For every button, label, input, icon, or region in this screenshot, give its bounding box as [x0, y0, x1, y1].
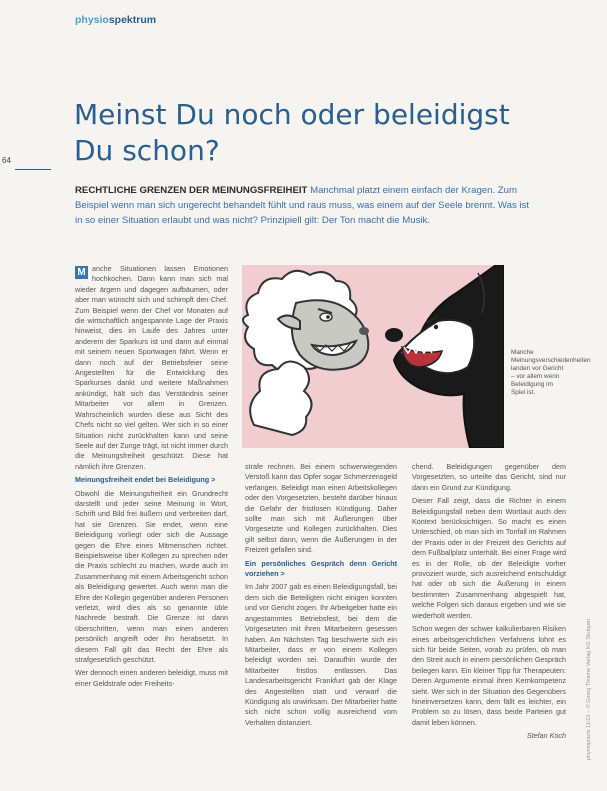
- page-number: 64: [2, 156, 11, 165]
- col2-subheading: Ein persönliches Gespräch denn Gericht vorziehen >: [245, 558, 397, 579]
- col2-paragraph-1: strafe rechnen. Bei einem schwerwiegenden Verstoß kann das Opfer sogar Schmerzensgeld verlangen. Beleidigt man einen Arbeitskollegen oder den Vorgesetzten, besteht darüber hinaus die Gefahr der fristlosen Kündigung. Daher sollte man sich mit Äußerungen über Vorgesetzte und Kollegen zurückhalten. Dies gilt selbst dann, wenn die Äußerungen in der Freizeit gefallen sind.: [245, 462, 397, 555]
- lead-kicker: RECHTLICHE GRENZEN DER MEINUNGSFREIHEIT: [75, 185, 308, 196]
- col1-paragraph-2: Obwohl die Meinungsfreiheit ein Grundrecht darstellt und jeder seine Meinung in Wort, Schrift und Bild frei äußern und verbreiten darf, hat sie Grenzen. Sie endet, wenn eine Beleidigung vorliegt oder sich die Aussage gegen die Ehre eines Mitmenschen richtet. Beispielsweise über Kollegen zu sprechen oder die Praxis schlecht zu machen, wurde auch im Zusammenhang mit einem Arbeitsgericht schon als Beleidigung gewertet. Auch wenn man die Ehre der Kollegin gegenüber anderen Personen verletzt, wird dies als so genannte üble Nachrede bestraft. Die Grenze ist dann überschritten, wenn man einen anderen persönlich angreift oder ihn herabsetzt. In diesem Fall gilt das Recht der Ehre als strafgesetzlich geschützt.: [75, 488, 228, 665]
- drop-cap: M: [75, 266, 88, 279]
- sheep-vs-dog-illustration: [242, 265, 504, 448]
- section-header: [75, 14, 156, 26]
- vertical-imprint: [586, 560, 596, 760]
- col2-paragraph-2: Im Jahr 2007 gab es einen Beleidigungsfall, bei dem sich die Beteiligten nicht einigen konnten und vor Gericht zogen. Ihr Arbeitgeber hatte ein angestammtes Betriebsfest, bei dem die Vorgesetzten mit ihren Mitarbeitern gesessen haben. Am Nächsten Tag beschwerte sich ein Mitarbeiter, dass er von einem Kollegen beleidigt worden sei. Daraufhin wurde der Mitarbeiter fristlos entlassen. Das Landesarbeitsgericht Frankfurt gab der Klage des Angestellten statt und verwarf die Kündigung als unwirksam. Der Mitarbeiter hatte sich nicht schon vollig ausreichend vom Verhalten distanziert.: [245, 582, 397, 727]
- article-title: Meinst Du noch oder beleidigst Du schon?: [74, 98, 510, 167]
- col1-subheading: Meinungsfreiheit endet bei Beleidigung >: [75, 475, 216, 485]
- header-part1: physio: [75, 14, 109, 26]
- col1-paragraph-3: Wer dennoch einen anderen beleidigt, muss mit einer Geldstrafe oder Freiheits-: [75, 668, 228, 688]
- col3-paragraph-1: chend. Beleidigungen gegenüber dem Vorgesetzten, so urteilte das Gericht, sind nur dann ein Grund zur Kündigung.: [412, 462, 566, 492]
- dog-icon: [385, 265, 504, 448]
- text-column-1: [75, 264, 228, 692]
- header-part2: spektrum: [108, 14, 157, 26]
- text-column-2: [245, 462, 397, 731]
- sheep-icon: [243, 271, 369, 435]
- author-signature: Stefan Koch: [526, 731, 566, 741]
- illustration-caption: Manche Meinungsverschiedenheiten landen vor Gericht – vor allem wenn Beleidigung im Spiel ist.: [511, 349, 591, 396]
- col3-paragraph-2: Dieser Fall zeigt, dass die Richter in einem Beleidigungsfall neben dem Wortlaut auch den Kontext berücksichtigen. So macht es einen Unterschied, ob man sich im Tonfall im Rahmen der Praxis oder in der Freizeit des Gerichts auf dem Fußballplatz unterhält. Bei einer Frage wird es in der Rolle, ob der Beleidigte vorher provoziert wurde, sich ausreichend entschuldigt hat oder ob sich die Äußerung in einem bestimmten Zusammenhang abgespielt hat, welche Folgen sich daraus ergeben und wie sie wiederholt werden.: [412, 496, 566, 620]
- vertical-imprint-text: physiopraxis 11/13 – © Georg Thieme Verlag KG Stuttgart: [586, 618, 592, 760]
- text-column-3: [412, 462, 566, 745]
- page-number-rule: [15, 169, 51, 170]
- col3-paragraph-3: Schon wegen der schwer kalkulierbaren Risiken eines arbeitsgerichtlichen Verfahrens lohnt es sich für beide Seiten, vorab zu prüfen, ob man den Streit auch in einem persönlichen Gespräch beilegen kann. Ein kleiner Tipp für Therapeuten: Deren Argumente einmal ihren Kernkompetenz sieht. Wer sich in der Situation des Gegenübers hineinversetzen kann, dem fällt es leichter, ein Problem so zu lösen, dass beide Parteien gut damit leben können.: [412, 624, 566, 727]
- lead-text: Manchmal platzt einem einfach der Kragen. Zum Beispiel wenn man sich ungerecht behandelt fühlt und raus muss, was einem auf der Seele brennt. Was ist in so einer Situation erlaubt und was nicht? Prinzipiell gilt: Der Ton macht die Musik.: [75, 185, 529, 226]
- article-illustration: [242, 265, 504, 448]
- article-lead: [75, 183, 531, 228]
- col1-paragraph-1: anche Situationen lassen Emotionen hochkochen. Dann kann man sich mal wieder ärgern und dagegen aufbäumen, oder aber man wünscht sich und schimpft den Chef. Zum Beispiel wenn der Chef vor Monaten auf die wirtschaftlich angespannte Lage der Praxis hinweist, dies im Laufe des Jahres unter anderem der Sparkurs ist und dann auf einmal mit seinem neuen Sportwagen fährt. Wenn er dann noch auf der Betriebsfeier seine Angestellten für die Entwicklung des Sparkurses dankt und weitere Maßnahmen ankündigt, hält sich das Verständnis seiner Mitarbeiter vor allem in Grenzen. Wahrscheinlich wurden diese aus Sicht des Chefs nicht so viel gelten. Wer sich in so einer Situation nicht zurückhalten kann und seine Seele auf der Zunge trägt, ist nicht immer durch die Meinungsfreiheit geschützt. Diese hat nämlich ihre Grenzen.: [75, 264, 228, 471]
